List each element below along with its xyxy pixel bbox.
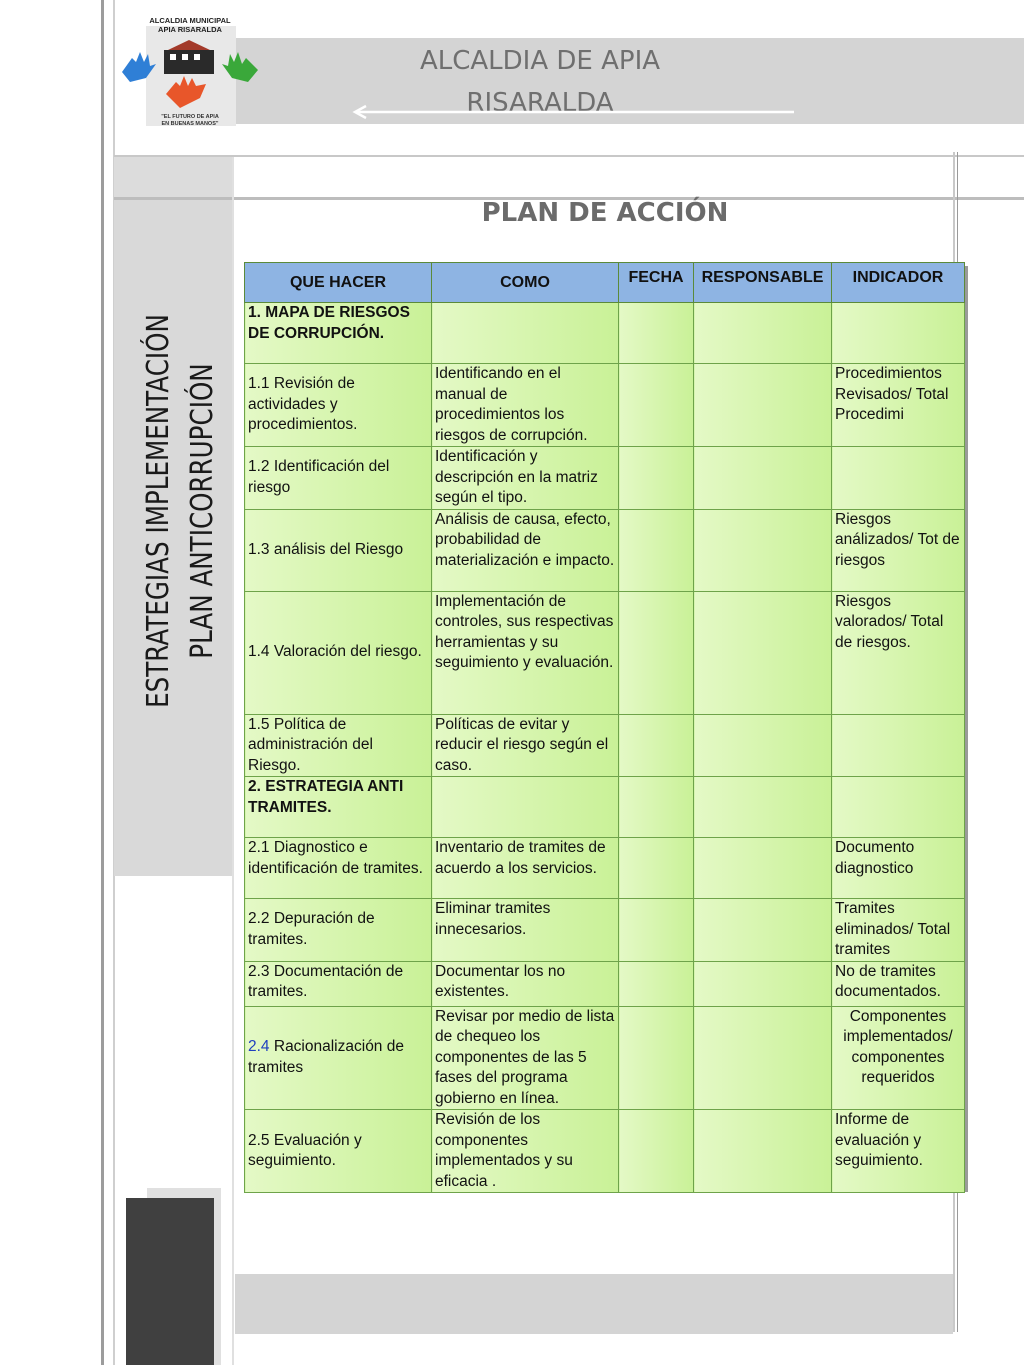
table-row (245, 447, 965, 510)
cell-como (432, 777, 619, 838)
cell-indicador: Tramites eliminados/ Total tramites (832, 899, 965, 962)
logo-text (125, 16, 255, 34)
action-plan-table (244, 262, 965, 1193)
cell-que-hacer: 2.1 Diagnostico e identificación de tramites. (245, 838, 432, 899)
table-row (245, 838, 965, 899)
sidebar-vertical-title (137, 240, 227, 781)
header-como: COMO (432, 263, 619, 303)
footer-dark-block (126, 1198, 214, 1365)
cell-indicador (832, 447, 965, 510)
footer-band (235, 1274, 953, 1334)
cell-fecha (619, 591, 694, 714)
cell-que-hacer-number: 2.4 (248, 1038, 270, 1056)
sidebar-title-line2: PLAN ANTICORRUPCIÓN (185, 363, 220, 659)
sidebar-divider (232, 157, 234, 1365)
cell-que-hacer-text: Racionalización de tramites (248, 1038, 404, 1076)
cell-que-hacer: 1.2 Identificación del riesgo (245, 447, 432, 510)
cell-responsable (694, 591, 832, 714)
cell-fecha (619, 899, 694, 962)
cell-responsable (694, 1110, 832, 1193)
sidebar-top-block (114, 157, 232, 197)
cell-como: Políticas de evitar y reducir el riesgo según el caso. (432, 714, 619, 777)
header-indicador: INDICADOR (832, 263, 965, 303)
cell-fecha (619, 447, 694, 510)
cell-como: Identificando en el manual de procedimientos los riesgos de corrupción. (432, 364, 619, 447)
logo-text-line1: ALCALDIA MUNICIPAL (149, 16, 231, 25)
cell-como: Eliminar tramites innecesarios. (432, 899, 619, 962)
header-responsable: RESPONSABLE (694, 263, 832, 303)
cell-responsable (694, 838, 832, 899)
table-row (245, 303, 965, 364)
table-row (245, 591, 965, 714)
cell-como: Documentar los no existentes. (432, 961, 619, 1006)
header-divider (114, 155, 1024, 157)
header-que-hacer: QUE HACER (245, 263, 432, 303)
page-title: PLAN DE ACCIÓN (481, 198, 729, 228)
cell-como: Análisis de causa, efecto, probabilidad de materialización e impacto. (432, 509, 619, 591)
table-header-row (245, 263, 965, 303)
cell-responsable (694, 899, 832, 962)
cell-como (432, 303, 619, 364)
cell-fecha (619, 777, 694, 838)
cell-como: Inventario de tramites de acuerdo a los servicios. (432, 838, 619, 899)
cell-indicador: Informe de evaluación y seguimiento. (832, 1110, 965, 1193)
cell-indicador: Riesgos análizados/ Tot de riesgos (832, 509, 965, 591)
table-row (245, 1110, 965, 1193)
cell-fecha (619, 961, 694, 1006)
cell-indicador: Riesgos valorados/ Total de riesgos. (832, 591, 965, 714)
cell-responsable (694, 777, 832, 838)
logo-text-line2: APIA RISARALDA (158, 25, 222, 34)
table-row (245, 364, 965, 447)
cell-que-hacer: 2.2 Depuración de tramites. (245, 899, 432, 962)
cell-como: Implementación de controles, sus respectivas herramientas y su seguimiento y evaluación. (432, 591, 619, 714)
cell-responsable (694, 1006, 832, 1110)
cell-indicador: Componentes implementados/ componentes requeridos (832, 1006, 965, 1110)
cell-fecha (619, 1110, 694, 1193)
cell-que-hacer: 2. ESTRATEGIA ANTI TRAMITES. (245, 777, 432, 838)
header-title-line2: RISARALDA (466, 88, 614, 118)
cell-que-hacer (245, 1006, 432, 1110)
cell-que-hacer: 1.4 Valoración del riesgo. (245, 591, 432, 714)
cell-responsable (694, 509, 832, 591)
cell-que-hacer: 2.3 Documentación de tramites. (245, 961, 432, 1006)
logo-motto-line2: EN BUENAS MANOS" (161, 121, 219, 127)
cell-fecha (619, 838, 694, 899)
cell-que-hacer: 1.1 Revisión de actividades y procedimientos. (245, 364, 432, 447)
cell-indicador: Procedimientos Revisados/ Total Procedimi (832, 364, 965, 447)
cell-indicador: Documento diagnostico (832, 838, 965, 899)
cell-como: Revisar por medio de lista de chequeo los componentes de las 5 fases del programa gobierno en línea. (432, 1006, 619, 1110)
cell-responsable (694, 364, 832, 447)
left-margin-line (101, 0, 104, 1365)
table-row (245, 777, 965, 838)
table-row (245, 714, 965, 777)
cell-fecha (619, 714, 694, 777)
left-arrow-icon (352, 104, 797, 120)
cell-que-hacer: 2.5 Evaluación y seguimiento. (245, 1110, 432, 1193)
cell-responsable (694, 961, 832, 1006)
header-fecha: FECHA (619, 263, 694, 303)
sidebar-title-line1: ESTRATEGIAS IMPLEMENTACIÓN (141, 314, 176, 708)
header-title-line1: ALCALDIA DE APIA (419, 46, 661, 76)
cell-indicador (832, 777, 965, 838)
cell-responsable (694, 714, 832, 777)
cell-fecha (619, 364, 694, 447)
cell-indicador: No de tramites documentados. (832, 961, 965, 1006)
cell-que-hacer: 1.5 Política de administración del Riesgo. (245, 714, 432, 777)
cell-que-hacer: 1.3 análisis del Riesgo (245, 509, 432, 591)
table-row (245, 899, 965, 962)
cell-como: Revisión de los componentes implementados y su eficacia . (432, 1110, 619, 1193)
cell-fecha (619, 303, 694, 364)
cell-indicador (832, 303, 965, 364)
cell-responsable (694, 447, 832, 510)
cell-fecha (619, 1006, 694, 1110)
cell-indicador (832, 714, 965, 777)
logo-motto-line1: "EL FUTURO DE APIA (161, 114, 219, 120)
logo-motto (140, 114, 240, 128)
table-row (245, 509, 965, 591)
cell-como: Identificación y descripción en la matriz según el tipo. (432, 447, 619, 510)
cell-que-hacer: 1. MAPA DE RIESGOS DE CORRUPCIÓN. (245, 303, 432, 364)
table-row (245, 1006, 965, 1110)
cell-responsable (694, 303, 832, 364)
cell-fecha (619, 509, 694, 591)
table-row (245, 961, 965, 1006)
